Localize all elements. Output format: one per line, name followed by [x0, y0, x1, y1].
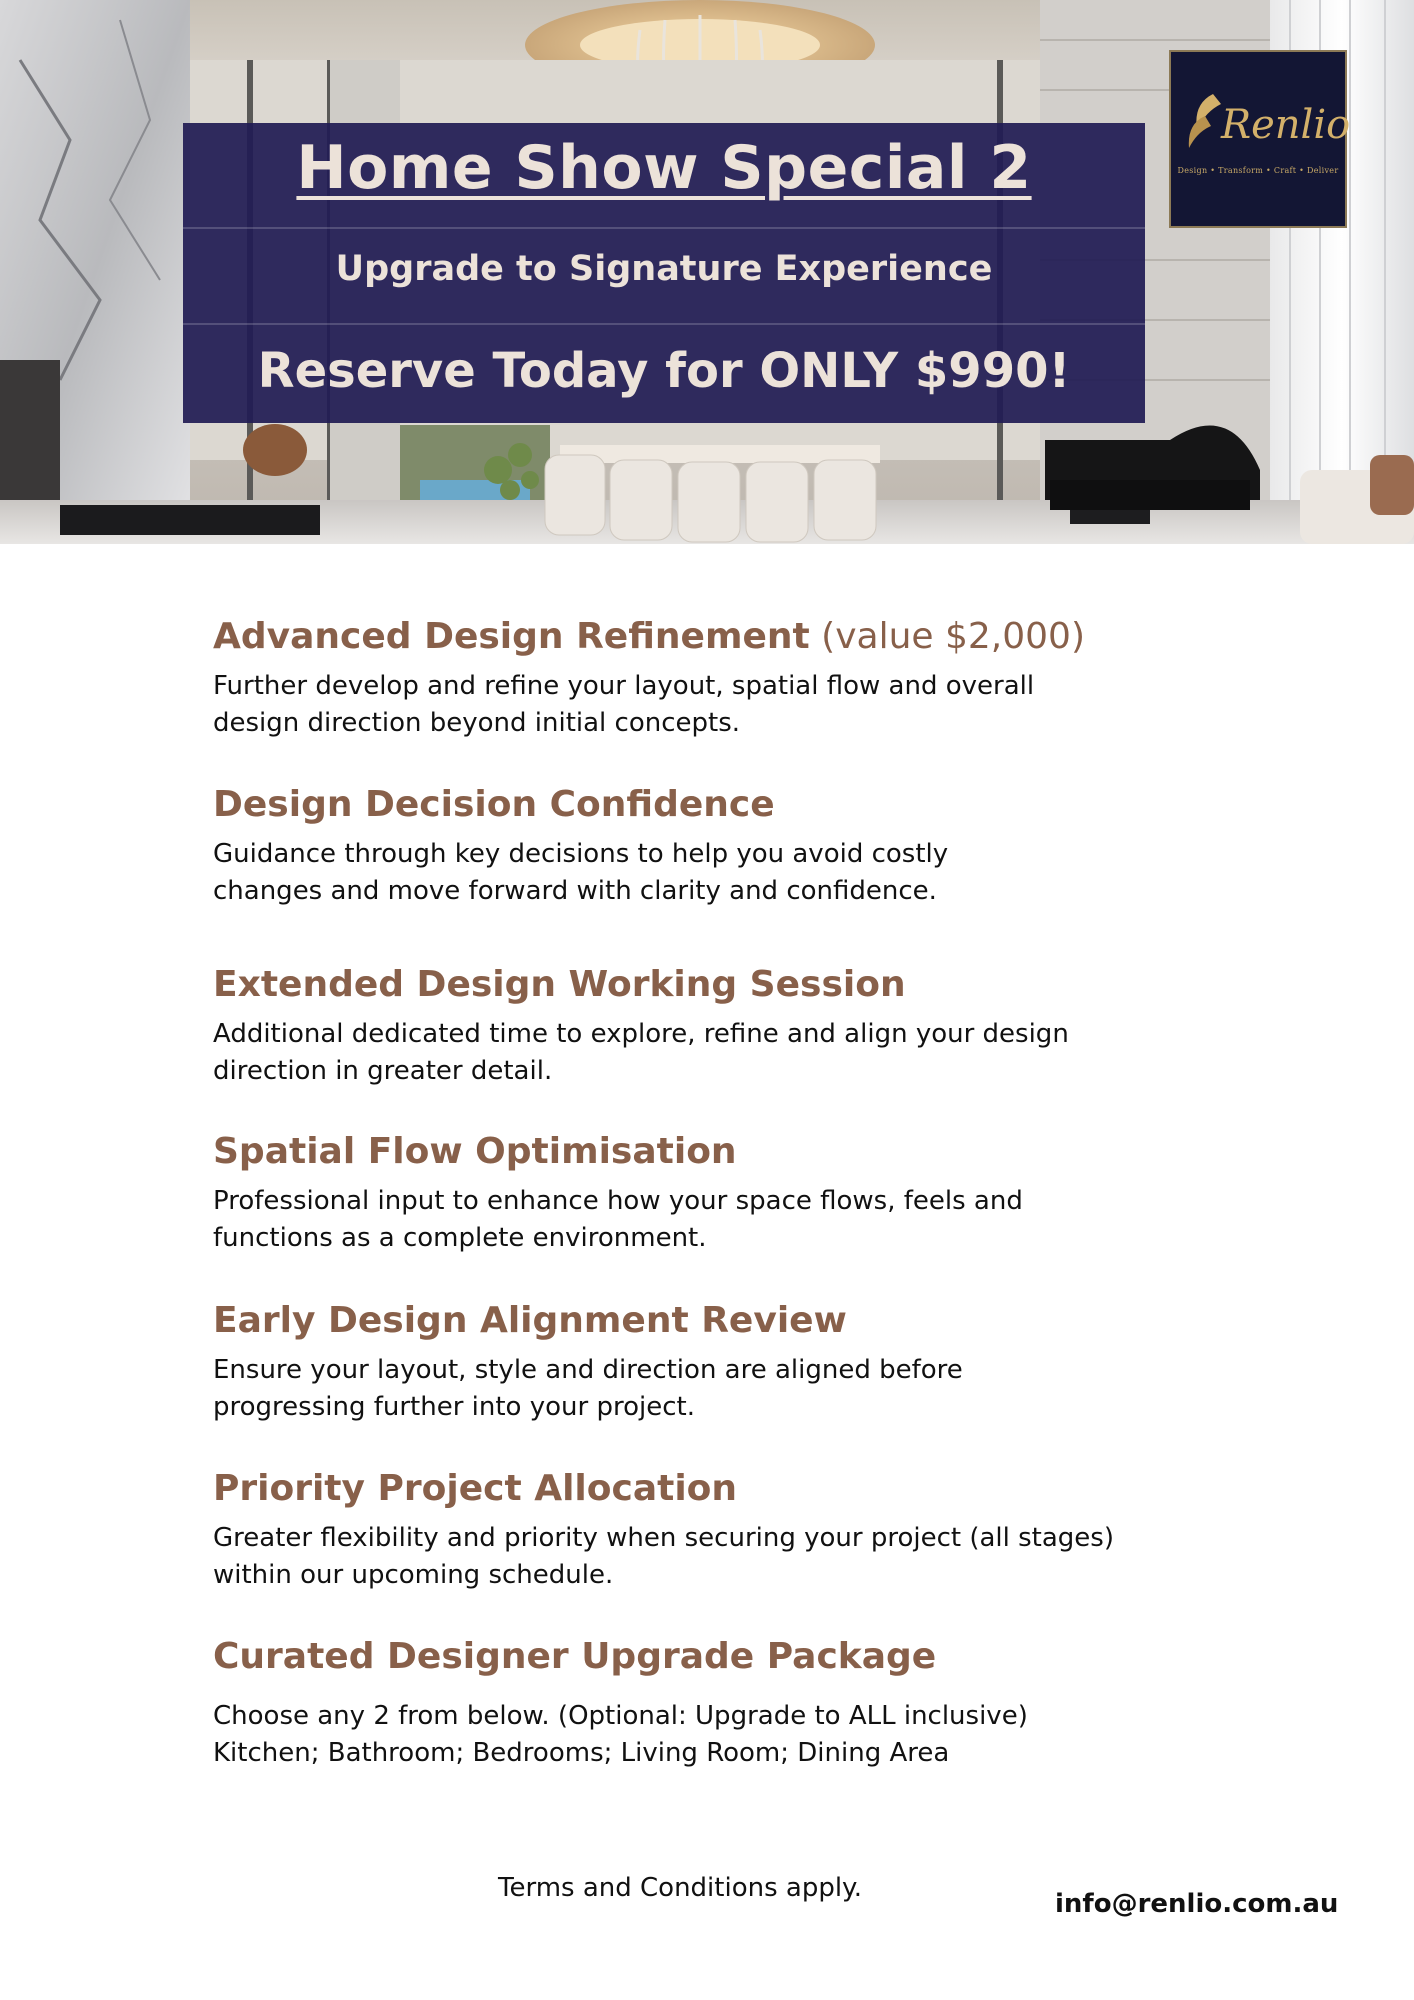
feature-title: Priority Project Allocation — [213, 1468, 738, 1509]
feature-item — [213, 778, 1213, 910]
feature-description: Greater flexibility and priority when securing your project (all stages) within our upcoming schedule. — [213, 1523, 1114, 1590]
banner-divider — [183, 323, 1145, 325]
feature-title: Design Decision Confidence — [213, 784, 775, 825]
feature-title-text: Advanced Design Refinement — [213, 616, 810, 657]
logo-tagline: Design • Transform • Craft • Deliver — [1177, 166, 1339, 175]
feature-title: Early Design Alignment Review — [213, 1300, 847, 1341]
banner-divider — [183, 227, 1145, 229]
feature-item — [213, 1125, 1213, 1257]
feature-value: (value $2,000) — [809, 616, 1085, 657]
promo-title: Home Show Special 2 — [296, 133, 1032, 203]
hero-image — [0, 0, 1414, 544]
feature-title: Extended Design Working Session — [213, 964, 906, 1005]
contact-email[interactable]: info@renlio.com.au — [1055, 1889, 1339, 1919]
feature-description: Choose any 2 from below. (Optional: Upgrade to ALL inclusive) Kitchen; Bathroom; Bedrooms; Living Room; Dining Area — [213, 1701, 1028, 1768]
renlio-logo — [1169, 50, 1351, 228]
feature-item — [213, 958, 1213, 1090]
feature-description: Guidance through key decisions to help you avoid costly changes and move forward with clarity and confidence. — [213, 839, 949, 906]
promo-price-line: Reserve Today for ONLY $990! — [257, 343, 1071, 399]
feature-item — [213, 1294, 1213, 1426]
feature-item — [213, 1630, 1213, 1772]
feature-item — [213, 610, 1213, 742]
feature-title: Spatial Flow Optimisation — [213, 1131, 737, 1172]
feature-description: Professional input to enhance how your space flows, feels and functions as a complete environment. — [213, 1186, 1023, 1253]
feature-title — [213, 610, 1213, 664]
feature-title: Curated Designer Upgrade Package — [213, 1636, 937, 1677]
logo-wordmark: Renlio — [1221, 102, 1351, 148]
feature-item — [213, 1462, 1213, 1594]
terms-notice: Terms and Conditions apply. — [498, 1873, 862, 1903]
feature-description: Further develop and refine your layout, spatial flow and overall design direction beyond initial concepts. — [213, 671, 1035, 738]
promo-subtitle: Upgrade to Signature Experience — [335, 249, 993, 289]
promo-banner — [183, 123, 1145, 423]
feature-description: Ensure your layout, style and direction are aligned before progressing further into your project. — [213, 1355, 963, 1422]
feature-description: Additional dedicated time to explore, refine and align your design direction in greater detail. — [213, 1019, 1069, 1086]
